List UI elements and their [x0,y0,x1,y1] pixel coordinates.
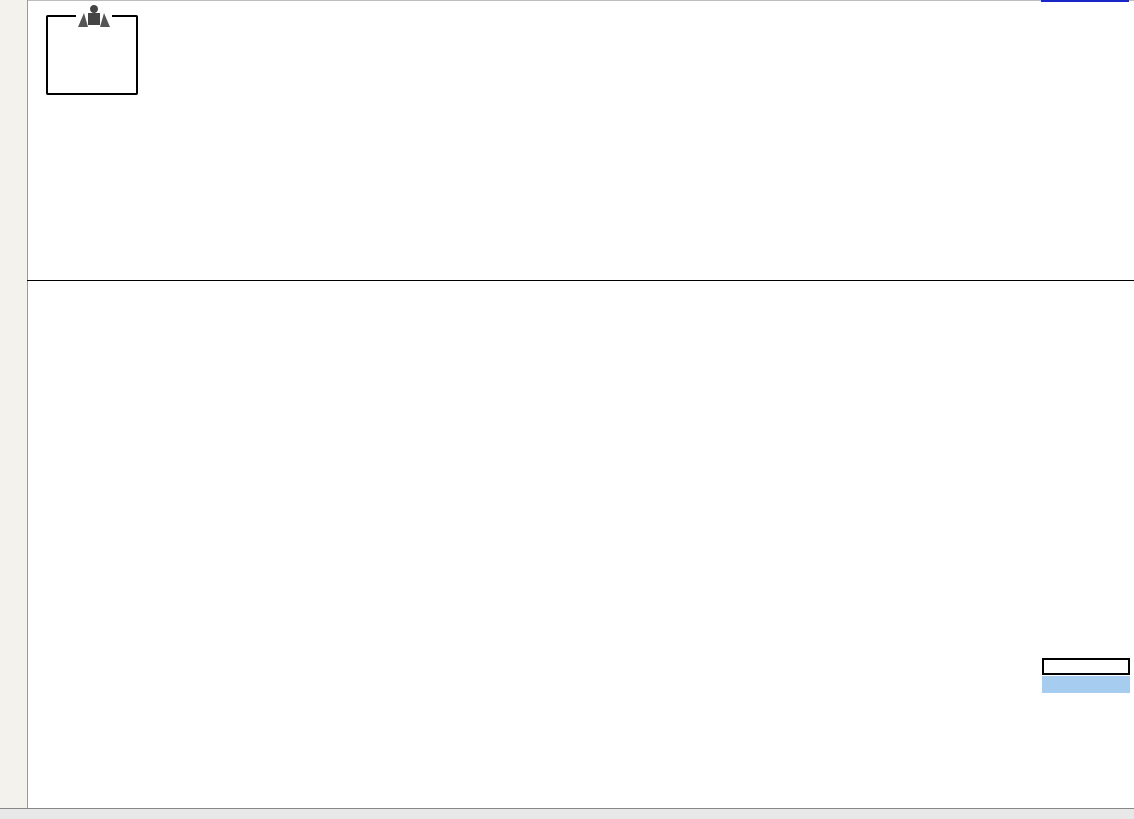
sheet-tab-bar [0,808,1134,819]
grid-top-border [27,0,1134,1]
active-cell-border [1042,658,1130,675]
link-underline-top [1041,0,1129,2]
selected-cell-highlight [1042,676,1130,693]
coat-of-arms-icon [76,3,112,29]
header-rule [27,280,1134,281]
abs-logo [46,15,138,95]
row-number-column [0,0,28,818]
